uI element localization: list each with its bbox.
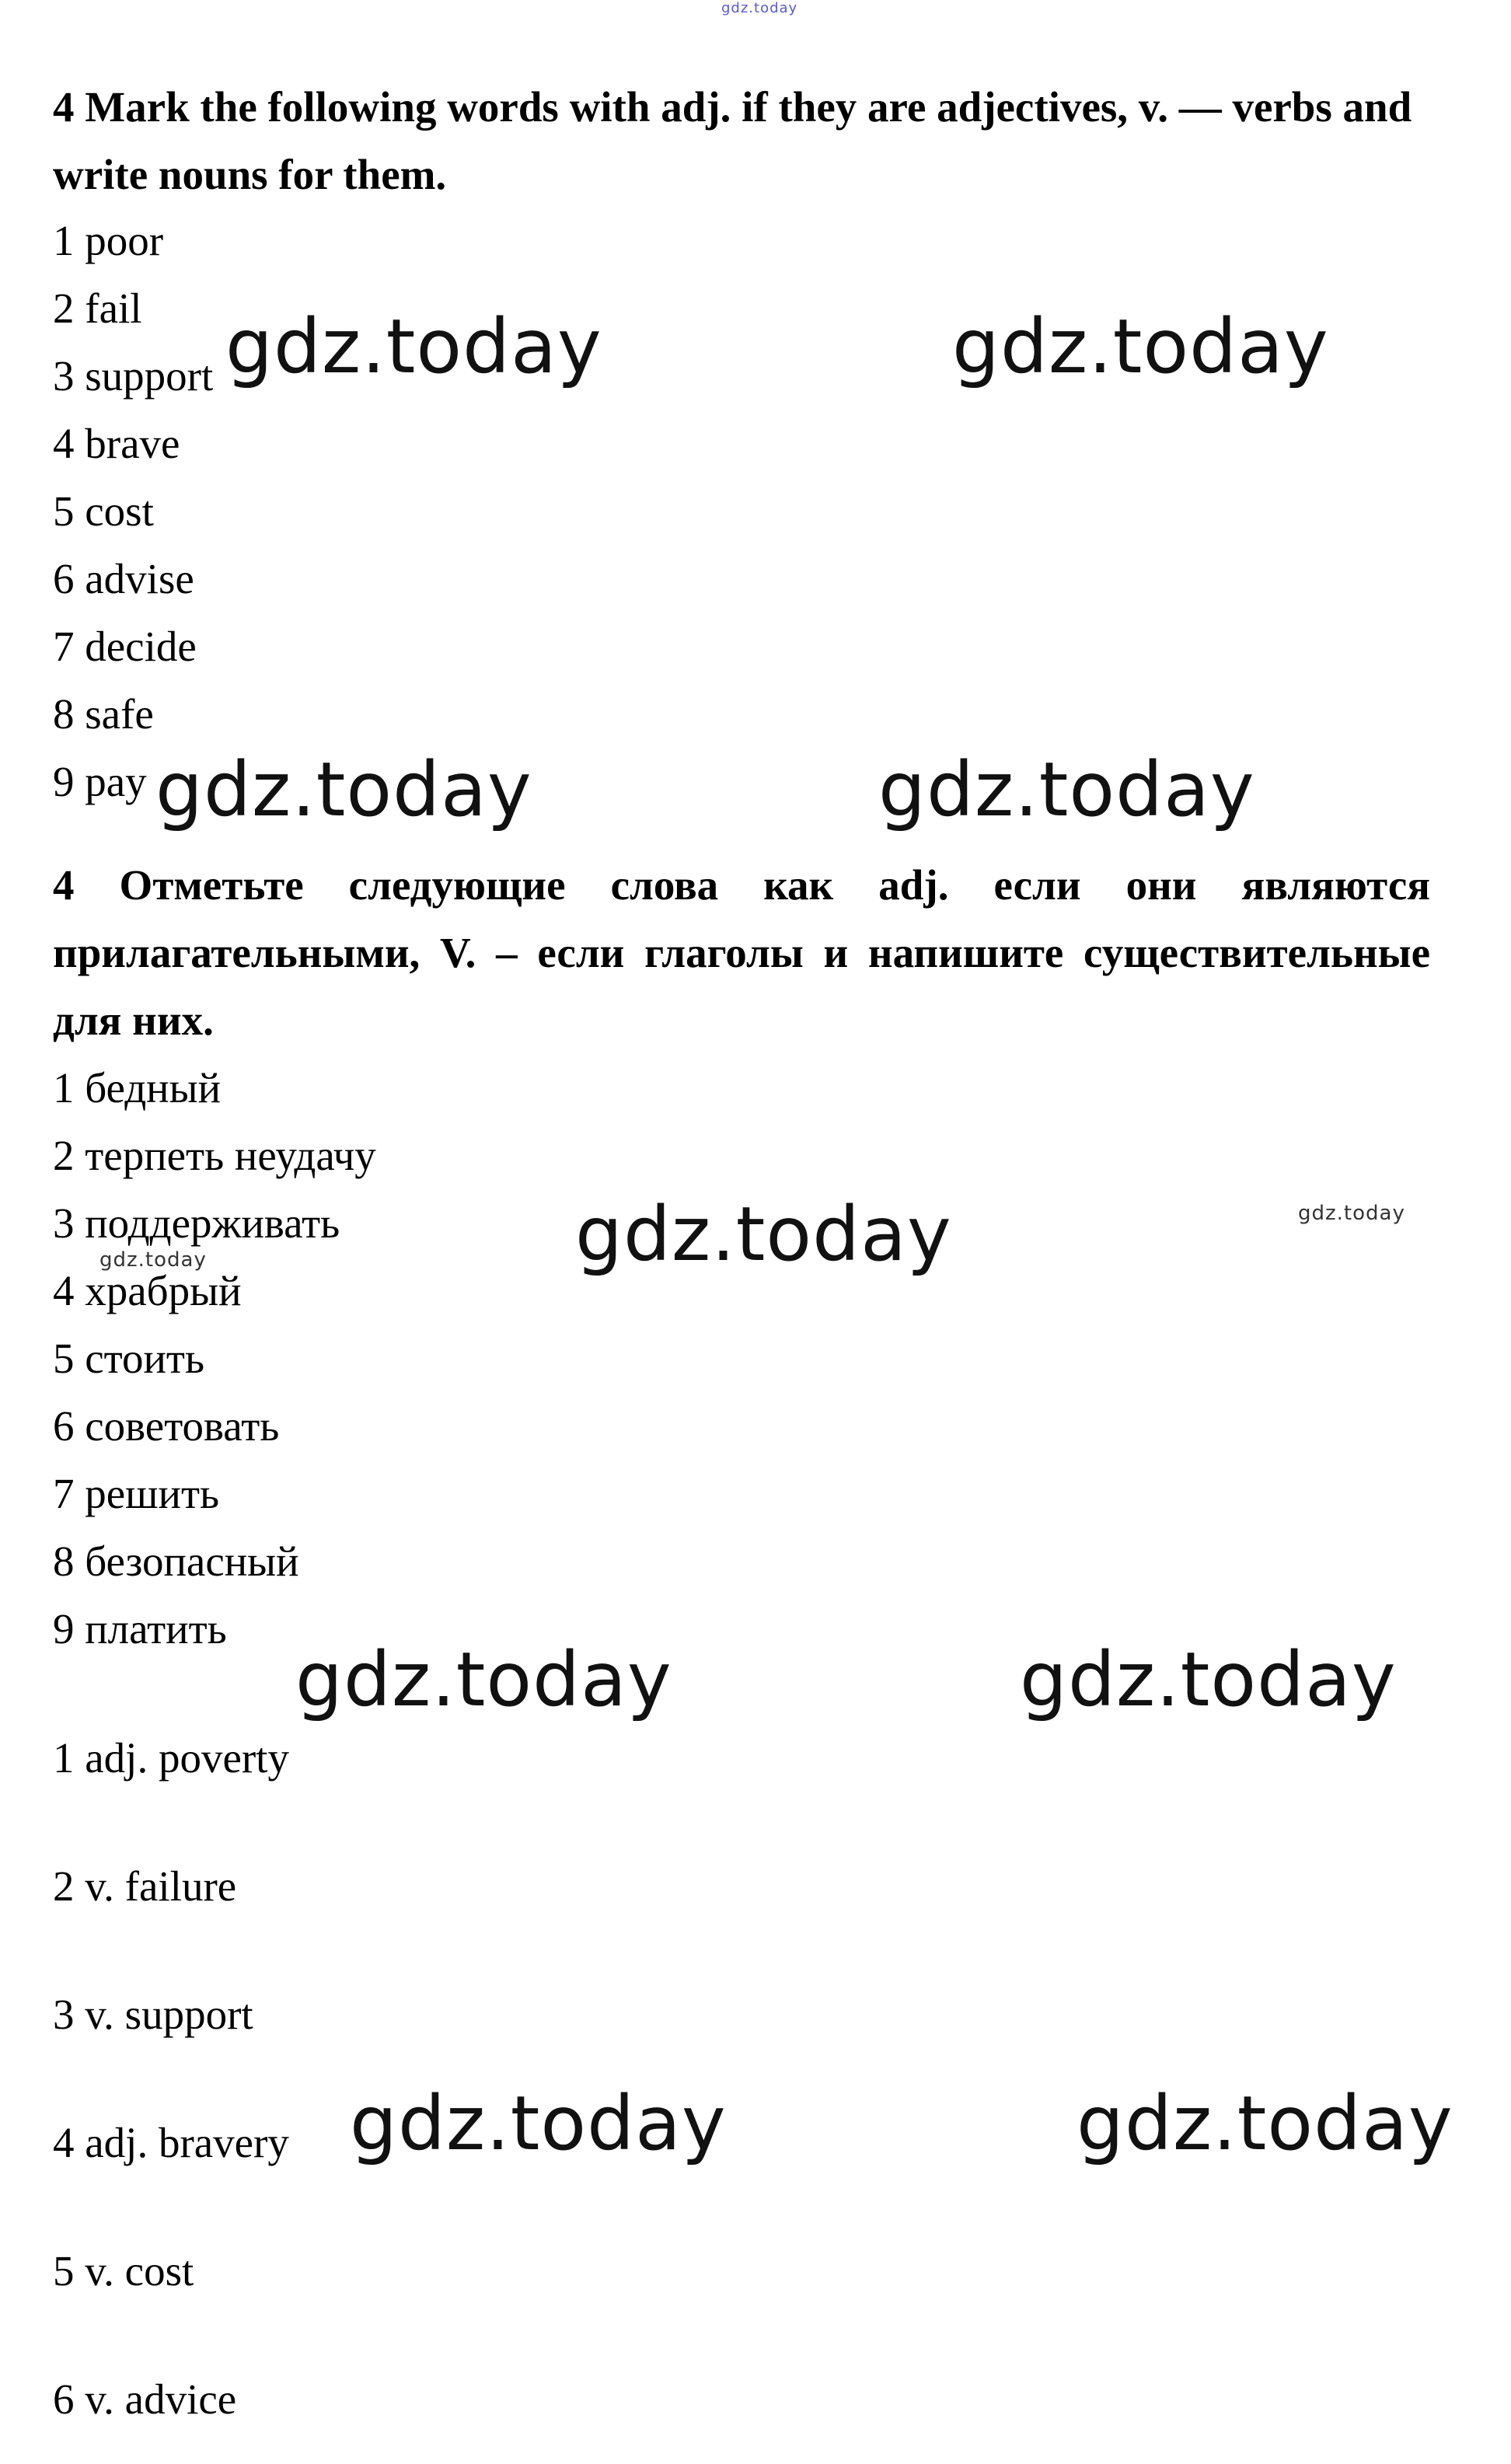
russian-item-7: 7 решить — [53, 1470, 220, 1517]
watermark-small: gdz.today — [1298, 1202, 1405, 1225]
english-item-9: 9 pay — [53, 758, 147, 805]
watermark: gdz.today — [350, 2080, 727, 2167]
english-item-2: 2 fail — [53, 284, 142, 332]
answer-item-2: 2 v. failure — [53, 1862, 237, 1910]
russian-item-8: 8 безопасный — [53, 1537, 299, 1585]
answer-item-6: 6 v. advice — [53, 2375, 237, 2423]
watermark: gdz.today — [225, 303, 602, 390]
answer-item-4: 4 adj. bravery — [53, 2119, 289, 2166]
watermark: gdz.today — [1077, 2080, 1453, 2167]
english-item-5: 5 cost — [53, 487, 154, 535]
watermark: gdz.today — [952, 303, 1329, 390]
english-item-8: 8 safe — [53, 690, 154, 738]
watermark: gdz.today — [575, 1191, 952, 1278]
russian-item-3: 3 поддерживать — [53, 1199, 340, 1247]
answer-item-3: 3 v. support — [53, 1991, 253, 2038]
english-item-1: 1 poor — [53, 217, 164, 264]
watermark: gdz.today — [295, 1636, 672, 1723]
english-item-4: 4 brave — [53, 420, 180, 467]
russian-task-heading: 4 Отметьте следующие слова как adj. если они являются прилагательными, V. – если глаголы и напишите существительные для них. — [53, 861, 1430, 1044]
english-task-heading: 4 Mark the following words with adj. if they are adjectives, v. — verbs and write nouns for them. — [53, 83, 1412, 198]
russian-item-9: 9 платить — [53, 1605, 227, 1653]
answer-item-1: 1 adj. poverty — [53, 1734, 289, 1782]
russian-item-6: 6 советовать — [53, 1402, 280, 1450]
watermark-small: gdz.today — [99, 1248, 207, 1272]
answer-item-5: 5 v. cost — [53, 2247, 194, 2295]
top-watermark: gdz.today — [721, 0, 798, 16]
english-item-6: 6 advise — [53, 555, 194, 602]
russian-item-5: 5 стоить — [53, 1335, 205, 1382]
watermark: gdz.today — [1020, 1636, 1397, 1723]
watermark: gdz.today — [155, 746, 532, 833]
russian-item-4: 4 храбрый — [53, 1267, 242, 1314]
russian-item-1: 1 бедный — [53, 1064, 221, 1112]
russian-item-2: 2 терпеть неудачу — [53, 1132, 376, 1179]
english-item-3: 3 support — [53, 352, 214, 400]
watermark: gdz.today — [878, 746, 1255, 833]
english-item-7: 7 decide — [53, 623, 197, 670]
